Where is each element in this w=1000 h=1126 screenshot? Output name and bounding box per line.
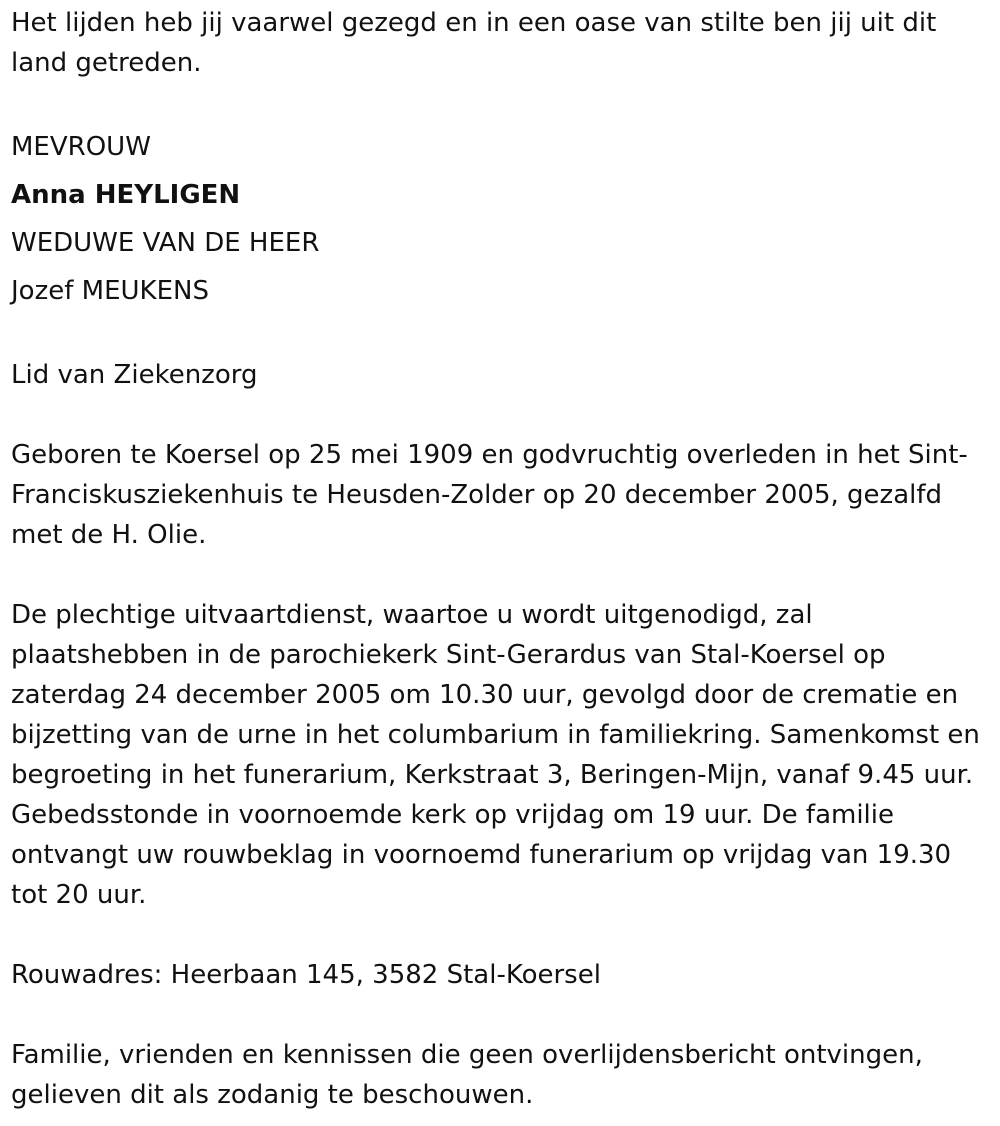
membership-text: Lid van Ziekenzorg [11,360,258,390]
spacer [11,83,989,123]
deceased-name: Anna HEYLIGEN [11,180,241,210]
closing-text: Familie, vrienden en kennissen die geen overlijdensbericht ontvingen, gelieven dit als zodanig te beschouwen. [11,1040,923,1110]
spacer [11,315,989,355]
birth-death-text: Geboren te Koersel op 25 mei 1909 en godvruchtig overleden in het Sint-Franciskusziekenhuis te Heusden-Zolder op 20 december 2005, gezalfd met de H. Olie. [11,440,968,550]
spacer [11,995,989,1035]
intro-text: Het lijden heb jij vaarwel gezegd en in een oase van stilte ben jij uit dit land getreden. [11,8,937,78]
funeral-text: De plechtige uitvaartdienst, waartoe u wordt uitgenodigd, zal plaatshebben in de parochiekerk Sint-Gerardus van Stal-Koersel op zaterdag 24 december 2005 om 10.30 uur, gevolgd door de crematie en bijzetting van de urne in het columbarium in familiekring. Samenkomst en begroeting in het funerarium, Kerkstraat 3, Beringen-Mijn, vanaf 9.45 uur. Gebedsstonde in voornoemde kerk op vrijdag om 19 uur. De familie ontvangt uw rouwbeklag in voornoemd funerarium op vrijdag van 19.30 tot 20 uur. [11,600,980,910]
obituary-notice [11,3,989,1115]
spacer [11,915,989,955]
spacer [11,555,989,595]
spouse-name: Jozef MEUKENS [11,276,209,306]
address-text: Rouwadres: Heerbaan 145, 3582 Stal-Koersel [11,960,601,990]
spacer [11,395,989,435]
title-line: MEVROUW [11,132,151,162]
spouse-prefix: WEDUWE VAN DE HEER [11,228,320,258]
